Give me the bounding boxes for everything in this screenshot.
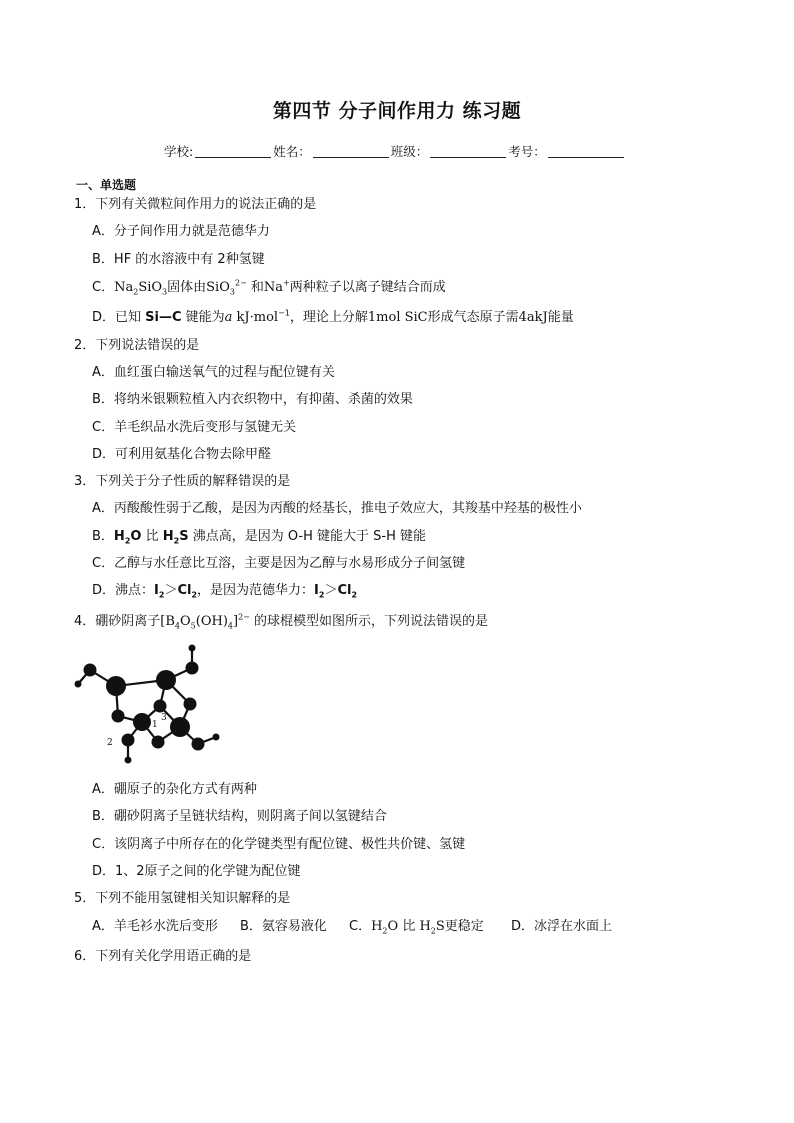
question-2-stem: 2．下列说法错误的是 <box>74 338 200 353</box>
borate-ball-stick-model <box>70 638 230 768</box>
atom-1 <box>133 713 151 731</box>
question-2-option-c: C．羊毛织品水洗后变形与氢键无关 <box>92 420 297 435</box>
question-5-option-a: A．羊毛衫水洗后变形 <box>92 919 218 934</box>
question-3-stem: 3．下列关于分子性质的解释错误的是 <box>74 474 291 489</box>
question-2-option-b: B．将纳米银颗粒植入内衣织物中，有抑菌、杀菌的效果 <box>92 392 413 407</box>
question-5-option-d: D．冰浮在水面上 <box>511 919 613 934</box>
atom <box>112 710 125 723</box>
school-blank[interactable] <box>195 145 271 158</box>
school-label: 学校: <box>164 144 194 159</box>
question-3-option-c: C．乙醇与水任意比互溶，主要是因为乙醇与水易形成分子间氢键 <box>92 556 466 571</box>
atom <box>106 676 126 696</box>
question-1-stem: 1．下列有关微粒间作用力的说法正确的是 <box>74 197 317 212</box>
atom-label-2: 2 <box>107 738 113 748</box>
atom-3 <box>152 736 165 749</box>
atom <box>170 717 190 737</box>
exam-no-blank[interactable] <box>548 145 624 158</box>
question-4-stem: 4．硼砂阴离子$[B_4O_5(OH)_4]^{2-}$ 的球棍模型如图所示，下列说法错误的是 <box>74 612 489 631</box>
page-title: 第四节 分子间作用力 练习题 <box>272 100 522 122</box>
question-1-option-c: C．$Na_2SiO_3$固体由SiO$_3^{2-}$ 和Na+两种粒子以离子键结合而成 <box>92 278 446 297</box>
question-1-option-a: A．分子间作用力就是范德华力 <box>92 224 270 239</box>
exam-no-label: 考号： <box>508 144 546 159</box>
question-4-option-a: A．硼原子的杂化方式有两种 <box>92 782 257 797</box>
class-label: 班级： <box>390 144 429 159</box>
section-heading: 一、单选题 <box>76 178 137 192</box>
atom <box>184 698 197 711</box>
name-blank[interactable] <box>313 145 389 158</box>
student-info-line <box>164 142 626 160</box>
question-5-stem: 5．下列不能用氢键相关知识解释的是 <box>74 891 291 906</box>
atom <box>213 734 220 741</box>
atom <box>84 664 97 677</box>
atom <box>154 700 167 713</box>
question-2-option-a: A．血红蛋白输送氧气的过程与配位键有关 <box>92 365 335 380</box>
atom-label-1: 1 <box>152 720 158 730</box>
question-6-stem: 6．下列有关化学用语正确的是 <box>74 949 252 964</box>
question-5-option-c: C．$H_2O$ 比 $H_2S$更稳定 <box>349 919 484 936</box>
question-5-option-b: B．氨容易液化 <box>240 919 327 934</box>
atom <box>186 662 199 675</box>
question-1-option-b: B．HF 的水溶液中有 2种氢键 <box>92 252 265 267</box>
atom <box>125 757 132 764</box>
name-label: 姓名： <box>273 144 311 159</box>
question-2-option-d: D．可利用氨基化合物去除甲醛 <box>92 447 272 462</box>
question-4-option-d: D．1、2原子之间的化学键为配位键 <box>92 864 301 879</box>
question-3-option-d: D．沸点：$I_2>Cl_2$，是因为范德华力：$I_2>Cl_2$ <box>92 583 358 600</box>
question-1-option-d: D．已知 Si—C 键能为a kJ·mol$^{-1}$，理论上分解1mol SiC形成气态原子需4akJ能量 <box>92 308 574 325</box>
question-4-option-b: B．硼砂阴离子呈链状结构，则阴离子间以氢键结合 <box>92 809 387 824</box>
atom-2 <box>122 734 135 747</box>
question-3-option-a: A．丙酸酸性弱于乙酸，是因为丙酸的烃基长，推电子效应大，其羧基中羟基的极性小 <box>92 501 582 516</box>
model-atoms <box>75 645 220 764</box>
question-3-option-b: B．$H_2O$ 比 $H_2S$ 沸点高，是因为 O-H 键能大于 S-H 键能 <box>92 529 427 546</box>
atom <box>189 645 196 652</box>
question-4-option-c: C．该阴离子中所存在的化学键类型有配位键、极性共价键、氢键 <box>92 837 466 852</box>
class-blank[interactable] <box>430 145 506 158</box>
atom <box>156 670 176 690</box>
atom-label-3: 3 <box>161 713 167 723</box>
atom <box>192 738 205 751</box>
atom <box>75 681 82 688</box>
